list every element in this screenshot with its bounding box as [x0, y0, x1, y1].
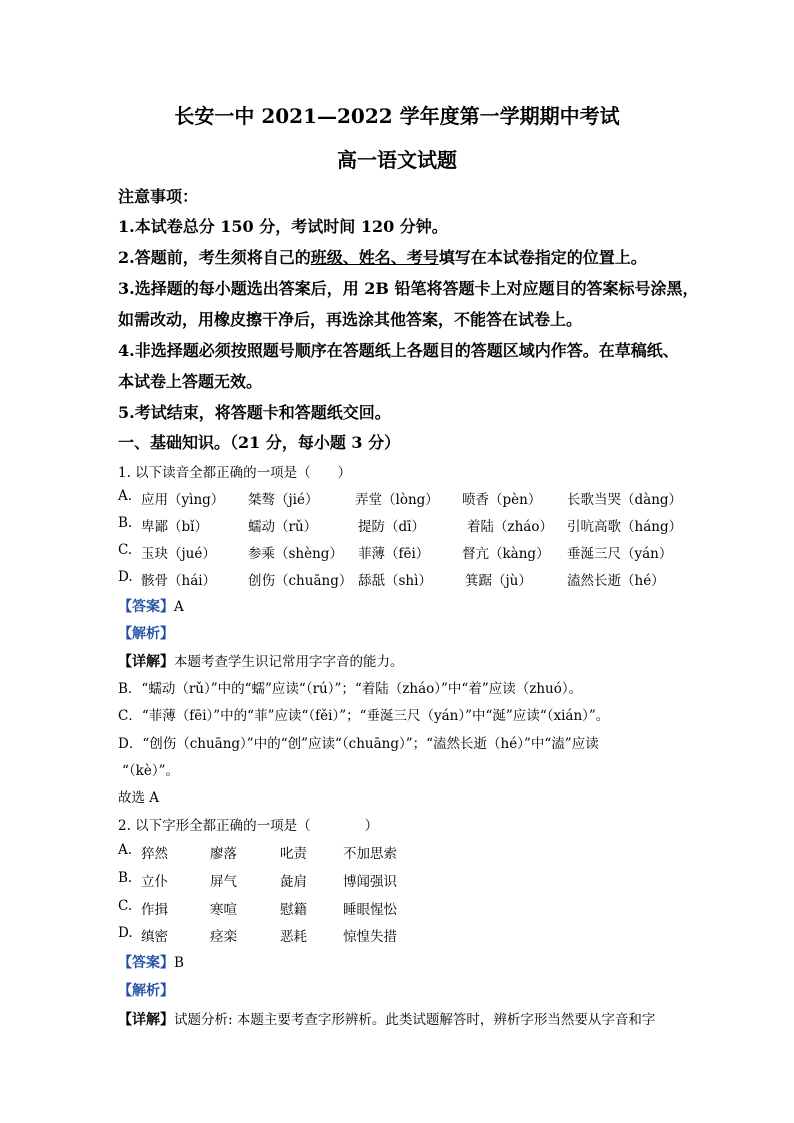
- q1-option-d-item-4: 箕踞（jù）: [465, 573, 532, 589]
- q1-detail: [118, 650, 404, 671]
- q1-option-b-item-5: 引吭高歌（háng）: [567, 519, 683, 535]
- q2-answer-tag: 【答案】: [118, 955, 174, 971]
- q2-option-a-item-3: 叱责: [280, 846, 307, 862]
- notice-item-2-underlined: 班级、姓名、考号: [310, 248, 439, 267]
- q2-option-c-label: C.: [118, 898, 133, 914]
- q1-option-a-item-5: 长歌当哭（dàng）: [567, 492, 683, 508]
- q2-option-c-item-4: 睡眼惺忪: [343, 902, 397, 918]
- q1-stem: 1. 以下读音全都正确的一项是（ ）: [118, 465, 352, 481]
- q1-option-c-item-5: 垂涎三尺（yán）: [567, 546, 673, 562]
- q2-option-a-item-2: 廖落: [210, 846, 237, 862]
- notice-heading: 注意事项：: [118, 187, 199, 206]
- q1-option-c-item-1: 玉玦（jué）: [141, 546, 216, 562]
- q1-conclusion: 故选 A: [118, 790, 160, 806]
- q2-option-a-item-4: 不加思索: [343, 846, 397, 862]
- q2-option-b-item-2: 屏气: [210, 874, 237, 890]
- q2-option-c-item-3: 慰籍: [280, 902, 307, 918]
- q2-detail-text: 试题分析: 本题主要考查字形辨析。此类试题解答时，辨析字形当然要从字音和字: [174, 1012, 656, 1028]
- q1-analysis: [118, 623, 174, 643]
- exam-title: 长安一中 2021—2022 学年度第一学期期中考试: [174, 104, 620, 128]
- q2-option-d-item-2: 痉栾: [210, 929, 237, 945]
- q1-option-c-label: C.: [118, 542, 133, 558]
- q1-option-c-item-3: 菲薄（fēi）: [358, 546, 430, 562]
- q1-option-d-item-1: 骸骨（hái）: [141, 573, 217, 589]
- q1-explanation-d-line-1: D．“创伤（chuāng）”中的“创”应读“（chuāng）”；“溘然长逝（hé）”中“溘”应读: [118, 736, 599, 752]
- q2-option-d-item-1: 缜密: [141, 929, 168, 945]
- notice-item-3-line-1: 3.选择题的每小题选出答案后，用 2B 铅笔将答题卡上对应题目的答案标号涂黑，: [118, 279, 699, 298]
- q1-option-a-item-3: 弄堂（lòng）: [355, 492, 439, 508]
- q1-detail-tag: 【详解】: [118, 654, 174, 670]
- notice-item-5: 5.考试结束，将答题卡和答题纸交回。: [118, 403, 391, 422]
- notice-item-2: [118, 245, 647, 268]
- q1-detail-text: 本题考查学生识记常用字字音的能力。: [174, 654, 404, 670]
- notice-item-2-end: 填写在本试卷指定的位置上。: [438, 248, 647, 267]
- q1-explanation-b: B．“蠕动（rǔ）”中的“蠕”应读“（rú）”；“着陆（zháo）”中“着”应读（zhuó）。: [118, 681, 583, 697]
- q2-answer: [118, 952, 184, 972]
- q2-detail-tag: 【详解】: [118, 1012, 174, 1028]
- q2-option-b-item-1: 立仆: [141, 874, 168, 890]
- q2-option-a-item-1: 猝然: [141, 846, 168, 862]
- q1-option-d-item-3: 舔舐（shì）: [358, 573, 432, 589]
- q1-option-a-label: A.: [118, 488, 133, 504]
- q1-explanation-c: C．“菲薄（fēi）”中的“菲”应读“（fěi）”；“垂涎三尺（yán）”中“涎”应读“（xián）”。: [118, 708, 610, 724]
- notice-item-4-line-1: 4.非选择题必须按照题号顺序在答题纸上各题目的答题区域内作答。在草稿纸、: [118, 341, 679, 360]
- q2-option-c-item-1: 作揖: [141, 902, 168, 918]
- q2-option-d-item-4: 惊惶失措: [343, 929, 397, 945]
- q1-option-d-label: D.: [118, 569, 133, 585]
- q1-option-b-item-2: 蠕动（rǔ）: [248, 519, 318, 535]
- q2-analysis-tag: 【解析】: [118, 983, 174, 999]
- q1-option-a-item-1: 应用（yìng）: [141, 492, 225, 508]
- q1-option-a-item-4: 喷香（pèn）: [462, 492, 542, 508]
- q2-analysis: [118, 980, 174, 1000]
- q1-option-d-item-2: 创伤（chuāng）: [248, 573, 353, 589]
- q2-stem: 2. 以下字形全都正确的一项是（ ）: [118, 818, 379, 834]
- q2-answer-value: B: [174, 955, 184, 971]
- q1-explanation-d-line-2: “（kè）”。: [122, 763, 179, 779]
- section-1-heading: 一、基础知识。（21 分，每小题 3 分）: [118, 433, 401, 452]
- q2-option-b-label: B.: [118, 870, 133, 886]
- q2-option-b-item-3: 彘肩: [280, 874, 307, 890]
- q1-option-b-item-1: 卑鄙（bǐ）: [141, 519, 208, 535]
- q2-option-d-item-3: 恶耗: [280, 929, 307, 945]
- q2-option-c-item-2: 寒喧: [210, 902, 237, 918]
- notice-item-1: 1.本试卷总分 150 分，考试时间 120 分钟。: [118, 217, 448, 236]
- q1-answer-tag: 【答案】: [118, 599, 174, 615]
- notice-item-3-line-2: 如需改动，用橡皮擦干净后，再选涂其他答案，不能答在试卷上。: [118, 310, 583, 329]
- q2-option-d-label: D.: [118, 925, 133, 941]
- q1-option-b-item-4: 着陆（zháo）: [467, 519, 553, 535]
- q1-option-b-item-3: 提防（dī）: [358, 519, 425, 535]
- q1-option-b-label: B.: [118, 515, 133, 531]
- q2-option-b-item-4: 博闻强识: [343, 874, 397, 890]
- q1-answer: [118, 596, 184, 616]
- notice-item-4-line-2: 本试卷上答题无效。: [118, 372, 263, 391]
- q1-analysis-tag: 【解析】: [118, 626, 174, 642]
- q1-option-c-item-2: 参乘（shèng）: [248, 546, 343, 562]
- exam-subtitle: 高一语文试题: [337, 148, 457, 172]
- q2-detail: [118, 1008, 655, 1029]
- q1-option-a-item-2: 桀骜（jié）: [248, 492, 319, 508]
- q1-answer-value: A: [174, 599, 184, 615]
- notice-item-2-start: 2.答题前，考生须将自己的: [118, 248, 311, 267]
- q2-option-a-label: A.: [118, 842, 133, 858]
- q1-option-d-item-5: 溘然长逝（hé）: [567, 573, 665, 589]
- q1-option-c-item-4: 督亢（kàng）: [462, 546, 550, 562]
